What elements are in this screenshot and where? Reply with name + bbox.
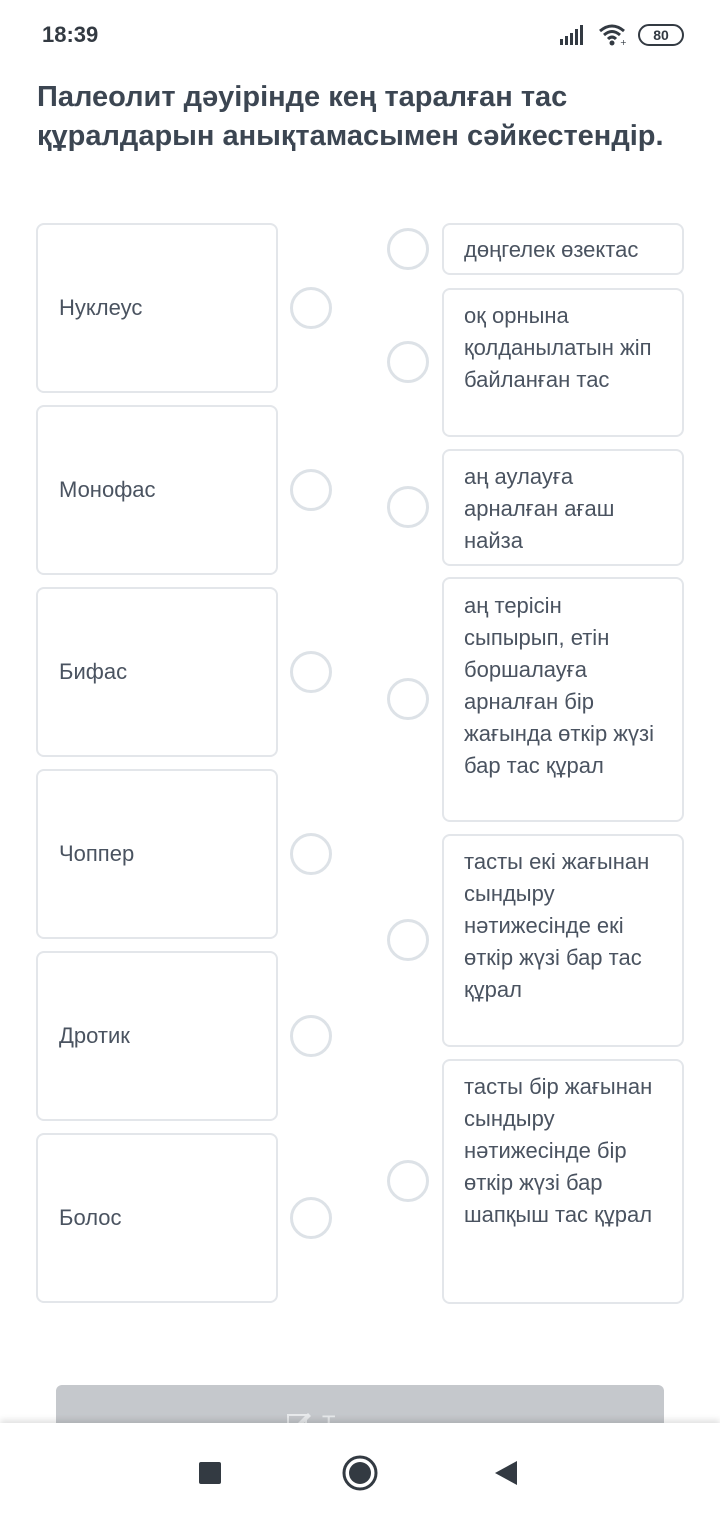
left-card[interactable]: [36, 951, 278, 1121]
right-card[interactable]: [442, 288, 684, 437]
right-card-label: дөңгелек өзектас: [464, 237, 639, 262]
right-match-radio[interactable]: [387, 678, 429, 720]
wifi-icon: [598, 24, 628, 46]
left-card[interactable]: [36, 769, 278, 939]
left-card-label: Бифас: [59, 659, 128, 684]
status-bar: [0, 0, 720, 70]
left-card-label: Монофас: [59, 477, 156, 502]
left-match-radio[interactable]: [290, 469, 332, 511]
left-card[interactable]: [36, 405, 278, 575]
left-card-label: Нуклеус: [59, 295, 143, 320]
right-match-radio[interactable]: [387, 486, 429, 528]
home-icon: [341, 1454, 379, 1492]
back-button[interactable]: [486, 1453, 526, 1493]
right-match-radio[interactable]: [387, 1160, 429, 1202]
right-card-label: аң аулауға арналған ағаш найза: [464, 464, 615, 553]
status-icons: [560, 22, 684, 48]
right-card[interactable]: [442, 1059, 684, 1304]
right-card-label: тасты екі жағынан сындыру нәтижесінде екі өткір жүзі бар тас құрал: [464, 849, 650, 1002]
home-button[interactable]: [340, 1453, 380, 1493]
nav-bar: [0, 1423, 720, 1520]
status-time: 18:39: [42, 22, 99, 47]
left-match-radio[interactable]: [290, 1015, 332, 1057]
left-card[interactable]: [36, 587, 278, 757]
left-card[interactable]: [36, 223, 278, 393]
right-match-radio[interactable]: [387, 919, 429, 961]
left-match-radio[interactable]: [290, 833, 332, 875]
left-card-label: Дротик: [59, 1023, 130, 1048]
signal-icon: [560, 25, 588, 45]
right-card[interactable]: [442, 577, 684, 822]
question-text: Палеолит дәуірінде кең таралған тас құралдарын анықтамасымен сәйкестендір.: [37, 81, 664, 152]
left-card[interactable]: [36, 1133, 278, 1303]
left-match-radio[interactable]: [290, 1197, 332, 1239]
svg-text:+: +: [620, 38, 627, 46]
left-match-radio[interactable]: [290, 287, 332, 329]
recents-icon: [199, 1462, 221, 1484]
right-card-label: оқ орнына қолданылатын жіп байланған тас: [464, 303, 652, 392]
right-card[interactable]: [442, 449, 684, 566]
right-card-label: аң терісін сыпырып, етін боршалауға арналған бір жағында өткір жүзі бар тас құрал: [464, 593, 654, 778]
left-card-label: Чоппер: [59, 841, 135, 866]
recents-button[interactable]: [190, 1453, 230, 1493]
battery-icon: 80: [638, 24, 684, 46]
left-match-radio[interactable]: [290, 651, 332, 693]
right-match-radio[interactable]: [387, 341, 429, 383]
back-icon: [493, 1459, 519, 1487]
right-card[interactable]: [442, 834, 684, 1047]
right-card-label: тасты бір жағынан сындыру нәтижесінде бір өткір жүзі бар шапқыш тас құрал: [464, 1074, 653, 1227]
right-card[interactable]: [442, 223, 684, 275]
left-card-label: Болос: [59, 1205, 122, 1230]
right-match-radio[interactable]: [387, 228, 429, 270]
